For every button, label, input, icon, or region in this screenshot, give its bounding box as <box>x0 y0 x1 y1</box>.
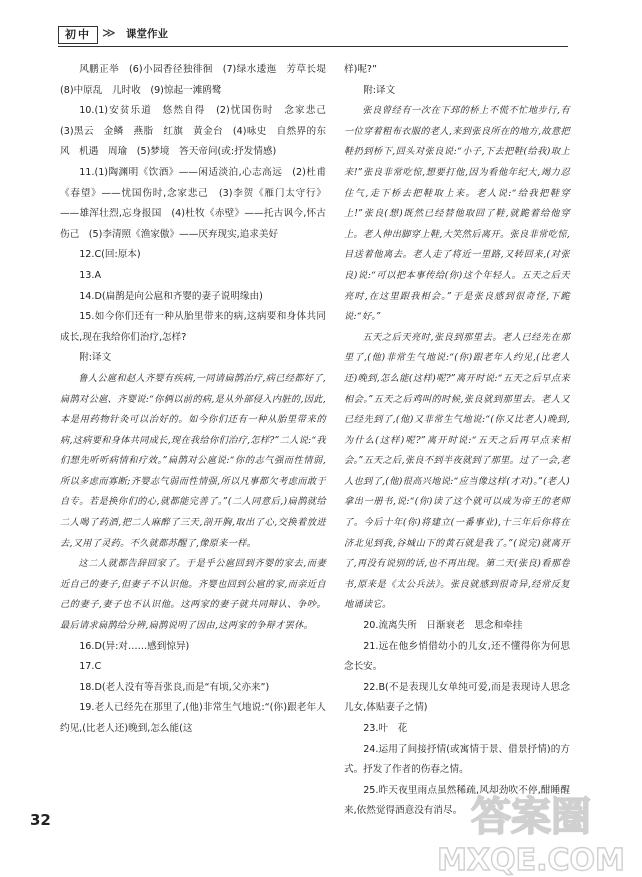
answer-paragraph: 10.(1)安贫乐道 悠然自得 (2)忧国伤时 念家悲己 (3)黑云 金鳞 燕脂 红旗 黄金台 (4)咏史 自然界的东风 机遇 周瑜 (5)梦境 答天帝问(或:抒发情感) <box>60 105 336 158</box>
answer-paragraph: 23.叶 花 <box>363 723 408 734</box>
answer-paragraph: 20.流离失所 日渐衰老 思念和牵挂 <box>363 620 523 632</box>
answer-paragraph: 风鹏正举 (6)小园香径独徘徊 (7)绿水逶迤 芳草长堤 (8)中原乱 儿时收 (9)惊起一滩鸥鹭 <box>60 64 336 96</box>
translation-paragraph: 张良曾经有一次在下邳的桥上不慌不忙地步行,有一位穿着粗布衣服的老人,来到张良所在的地方,故意把鞋扔到桥下,回头对张良说:“小子,下去把鞋(给我)取上来!”张良非常吃惊,想要打他,因为看他年纪大,竭力忍住气,走下桥去把鞋取上来。老人说:“给我把鞋穿上!”张良(想)既然已经替他取回了鞋,就跪着给他穿上。老人伸出脚穿上鞋,大笑然后离开。张良非常吃惊,目送着他离去。老人走了将近一里路,又转回来,(对张良)说:“可以把本事传给(你)这个年轻人。五天之后天亮时,在这里跟我相会。”于是张良感到很奇怪,下跪说:“好。” <box>344 105 570 323</box>
answer-paragraph: 18.D(老人没有等吾张良,而是“有顷,父亦来”) <box>79 681 270 693</box>
answer-paragraph: 19.老人已经先在那里了,(他)非常生气地说:“(你)跟老年人约见,(比老人还)晚到,怎么能(这 <box>60 702 326 734</box>
svg-text:MXQE.COM: MXQE.COM <box>437 843 625 876</box>
subject-title: 课堂作业 <box>126 28 168 40</box>
left-column <box>60 60 336 740</box>
answer-paragraph: 25.昨天夜里雨点虽然稀疏,风却劲吹不停,酣睡醒来,依然觉得酒意没有消尽。 <box>344 784 570 817</box>
answer-paragraph: 12.C(回:原本) <box>79 249 141 261</box>
translation-heading: 附:译文 <box>363 84 396 96</box>
page-header <box>58 26 568 44</box>
answer-paragraph: 22.B(不是表现儿女单纯可爱,而是表现诗人思念儿女,体贴妻子之情) <box>344 681 570 714</box>
answer-paragraph: 13.A <box>79 269 102 281</box>
translation-paragraph: 五天之后天亮时,张良到那里去。老人已经先在那里了,(他)非常生气地说:“(你)跟老年人约见,(比老人还)晚到,怎么能(这样)呢?”离开时说:“五天之后早点来相会。”五天之后鸡叫的时候,张良就到那里去。老人又已经先到了,(他)又非常生气地说:“(你又比老人)晚到,为什么(这样)呢?”离开时说:“五天之后再早点来相会。”五天之后,张良不到半夜就到了那里。过了一会,老人也到了,(他)很高兴地说:“应当像这样(才对)。”(老人)拿出一册书,说:“(你)读了这个就可以成为帝王的老师了。今后十年(你)将建立(一番事业),十三年后你将在济北见到我,谷城山下的黄石就是我了。”(说完)就离开了,再没有说别的话,也不再出现。第二天(张良)看那卷书,原来是《太公兵法》。张良就感到很奇异,经常反复地诵读它。 <box>344 331 570 611</box>
right-column <box>344 60 570 822</box>
answer-paragraph: 16.D(异:对……感到惊异) <box>79 640 190 652</box>
answer-paragraph: 17.C <box>79 661 102 673</box>
answer-paragraph: 21.远在他乡悄借幼小的儿女,还不懂得你为何思念长安。 <box>344 640 570 673</box>
svg-text:答案圈: 答案圈 <box>471 794 591 840</box>
translation-heading: 附:译文 <box>79 352 112 364</box>
answer-paragraph: 11.(1)陶渊明《饮酒》——闲适淡泊,心志高远 (2)杜甫《春望》——忧国伤时,念家悲己 (3)李贺《雁门太守行》——雄浑壮烈,忘身报国 (4)杜牧《赤壁》——托古讽今,怀古伤己 (5)李清照《渔家傲》——厌弃现实,追求美好 <box>60 166 326 240</box>
page-number: 32 <box>30 811 51 829</box>
answer-paragraph: 15.如今你们还有一种从胎里带来的病,这病要和身体共同成长,现在我给你们治疗,怎样? <box>60 311 326 343</box>
answer-paragraph: 24.运用了间接抒情(或寓情于景、借景抒情)的方式。抒发了作者的伤春之情。 <box>344 743 570 776</box>
level-badge: 初中 <box>58 26 98 44</box>
header-rule <box>58 46 568 47</box>
double-chevron-icon: ≫ <box>102 26 116 41</box>
answer-paragraph: 样)呢?” <box>344 64 377 75</box>
answer-paragraph: 14.D(扁鹊是向公扈和齐婴的妻子说明缘由) <box>79 290 263 302</box>
translation-paragraph: 鲁人公扈和赵人齐婴有疾病,一同请扁鹊治疗,病已经都好了,扁鹊对公扈、齐婴说:“你俩以前的病,是从外部侵入内脏的,因此,本是用药物针灸可以治好的。如今你们还有一种从胎里带来的病,这病要和身体共同成长,现在我给你们治疗,怎样?”二人说:“我们想先听听病情和疗效。”扁鹊对公扈说:“你的志气强而性情弱,所以多虑而寡断;齐婴志气弱而性情强,所以凡事都欠考虑而敢于自专。若是换你们的心,就都能完善了。”(二人同意后,)扁鹊就给二人喝了药酒,把二人麻醉了三天,剖开胸,取出了心,交换着放进去,又用了灵药。不久就都苏醒了,像原来一样。 <box>60 372 326 549</box>
translation-paragraph: 这二人就都告辞回家了。于是乎公扈回到齐婴的家去,而妻近自己的妻子,但妻子不认识他。齐婴也回到公扈的家,而亲近自己的妻子,妻子也不认识他。这两家的妻子就共同辩认、争吵。最后请求扁鹊给分辨,扁鹊说明了因由,这两家的争辩才罢休。 <box>60 558 326 632</box>
